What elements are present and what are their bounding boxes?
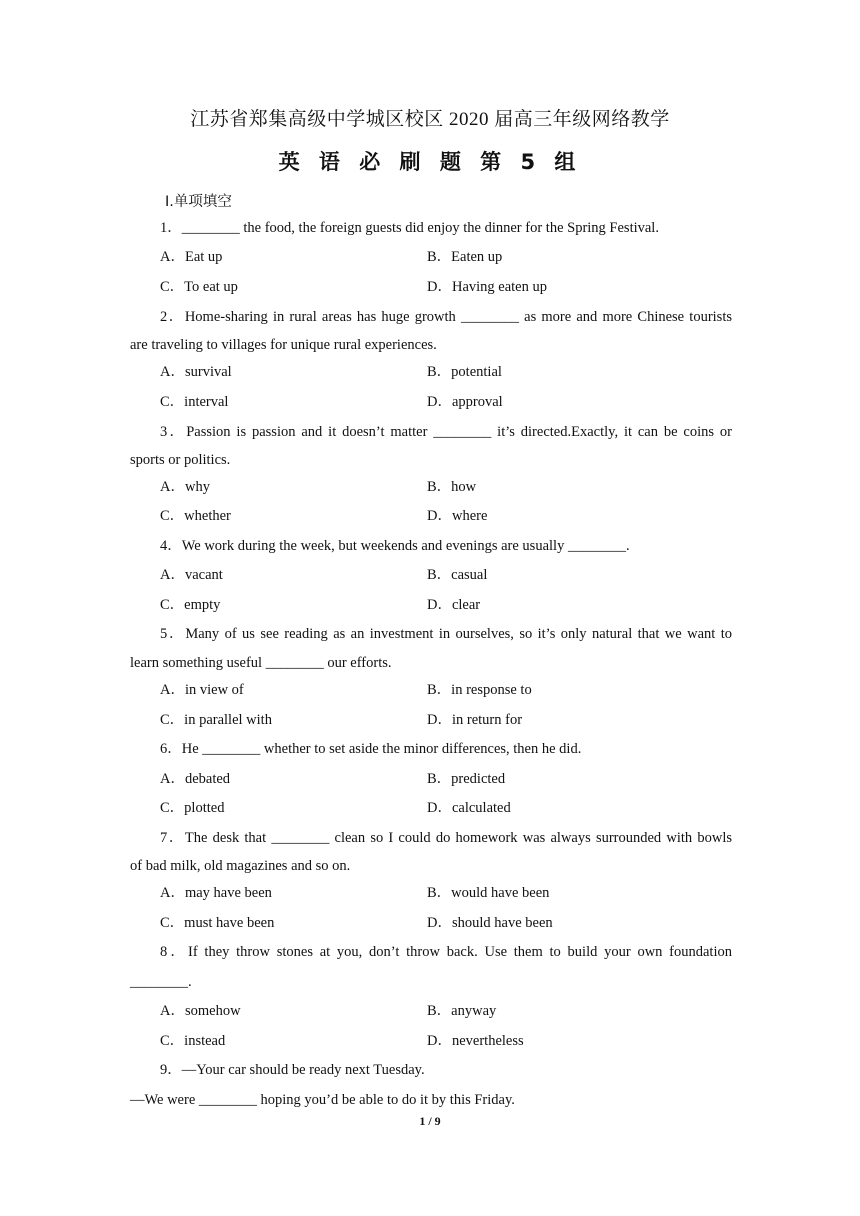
question-5-option-a: A．in view of bbox=[160, 682, 244, 698]
question-4-option-a: A．vacant bbox=[160, 567, 223, 583]
question-5-stem-line-1: 5．Many of us see reading as an investment in ourselves, so it’s only natural that we want to bbox=[160, 626, 732, 642]
question-3-stem-line-2: sports or politics. bbox=[130, 452, 231, 468]
question-1-option-a: A．Eat up bbox=[160, 249, 223, 265]
question-2-stem-line-2: are traveling to villages for unique rural experiences. bbox=[130, 337, 437, 353]
question-8-option-b: B．anyway bbox=[427, 1003, 497, 1019]
question-1-option-b: B．Eaten up bbox=[427, 249, 503, 265]
question-2-stem-line-1: 2．Home-sharing in rural areas has huge growth ________ as more and more Chinese tourists bbox=[160, 309, 732, 325]
section-heading: Ⅰ.单项填空 bbox=[165, 194, 232, 210]
question-5-option-b: B．in response to bbox=[427, 682, 532, 698]
question-1-stem: 1．________ the food, the foreign guests did enjoy the dinner for the Spring Festival. bbox=[160, 220, 659, 236]
question-1-option-d: D．Having eaten up bbox=[427, 279, 547, 295]
question-3-option-b: B．how bbox=[427, 479, 477, 495]
question-8-stem-line-2: ________. bbox=[130, 974, 192, 990]
question-3-option-d: D．where bbox=[427, 508, 488, 524]
question-4-stem: 4．We work during the week, but weekends and evenings are usually ________. bbox=[160, 538, 630, 554]
question-5-option-c: C．in parallel with bbox=[160, 712, 272, 728]
question-2-option-d: D．approval bbox=[427, 394, 503, 410]
question-7-option-b: B．would have been bbox=[427, 885, 550, 901]
question-6-option-b: B．predicted bbox=[427, 771, 506, 787]
question-6-option-a: A．debated bbox=[160, 771, 231, 787]
question-9-stem-line-1: 9．—Your car should be ready next Tuesday. bbox=[160, 1062, 425, 1078]
question-8-stem-line-1: 8．If they throw stones at you, don’t throw back. Use them to build your own foundation bbox=[160, 944, 732, 960]
question-6-option-c: C．plotted bbox=[160, 800, 225, 816]
question-5-stem-line-2: learn something useful ________ our efforts. bbox=[130, 655, 392, 671]
question-5-option-d: D．in return for bbox=[427, 712, 523, 728]
question-7-option-a: A．may have been bbox=[160, 885, 272, 901]
question-2-option-b: B．potential bbox=[427, 364, 502, 380]
question-7-stem-line-2: of bad milk, old magazines and so on. bbox=[130, 858, 351, 874]
page-number: 1 / 9 bbox=[419, 1114, 441, 1128]
question-8-option-d: D．nevertheless bbox=[427, 1033, 524, 1049]
question-4-option-b: B．casual bbox=[427, 567, 488, 583]
question-1-option-c: C．To eat up bbox=[160, 279, 238, 295]
document-subtitle: 英 语 必 刷 题 第 5 组 bbox=[278, 150, 582, 174]
question-8-option-a: A．somehow bbox=[160, 1003, 241, 1019]
question-6-stem: 6．He ________ whether to set aside the minor differences, then he did. bbox=[160, 741, 582, 757]
question-3-stem-line-1: 3．Passion is passion and it doesn’t matter ________ it’s directed.Exactly, it can be coins or bbox=[160, 424, 732, 440]
question-8-option-c: C．instead bbox=[160, 1033, 226, 1049]
question-7-stem-line-1: 7．The desk that ________ clean so I could do homework was always surrounded with bowls bbox=[160, 830, 732, 846]
question-2-option-c: C．interval bbox=[160, 394, 229, 410]
question-2-option-a: A．survival bbox=[160, 364, 232, 380]
question-4-option-c: C．empty bbox=[160, 597, 221, 613]
question-7-option-c: C．must have been bbox=[160, 915, 275, 931]
question-3-option-c: C．whether bbox=[160, 508, 231, 524]
document-title: 江苏省郑集高级中学城区校区 2020 届高三年级网络教学 bbox=[190, 109, 670, 130]
question-7-option-d: D．should have been bbox=[427, 915, 553, 931]
question-4-option-d: D．clear bbox=[427, 597, 481, 613]
question-6-option-d: D．calculated bbox=[427, 800, 511, 816]
question-9-stem-line-2: —We were ________ hoping you’d be able to do it by this Friday. bbox=[130, 1092, 515, 1108]
question-3-option-a: A．why bbox=[160, 479, 210, 495]
